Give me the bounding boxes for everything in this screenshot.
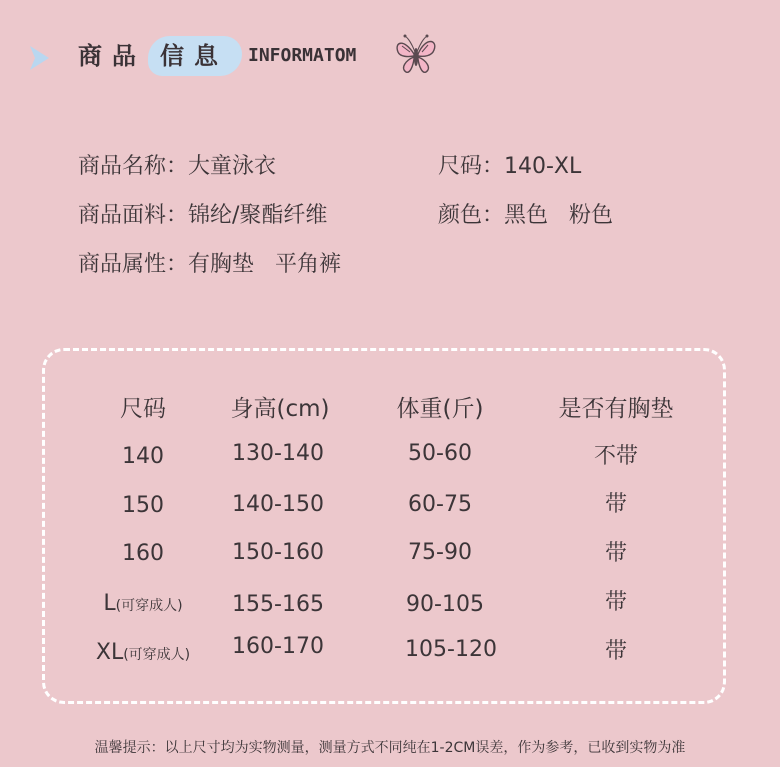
footer-note: 温馨提示：以上尺寸均为实物测量，测量方式不同纯在1-2CM误差，作为参考，已收到实物为准	[94, 740, 686, 756]
table-row-size: 160	[122, 541, 164, 566]
header-title-part1: 商品	[78, 42, 146, 70]
butterfly-icon	[392, 30, 440, 78]
table-row-size: XL(可穿成人)	[95, 640, 191, 665]
chevron-right-icon	[27, 44, 53, 72]
table-row-size: 140	[122, 444, 164, 469]
table-header-size: 尺码	[120, 396, 166, 422]
table-row-weight: 90-105	[406, 592, 484, 617]
table-row-weight: 105-120	[405, 637, 497, 662]
product-size-range: 尺码：140-XL	[438, 154, 582, 179]
table-row-weight: 75-90	[408, 540, 472, 565]
product-colors: 颜色：黑色 粉色	[438, 203, 613, 228]
table-row-height: 150-160	[232, 540, 324, 565]
table-row-size: L(可穿成人)	[103, 591, 183, 616]
table-row-pad: 不带	[593, 444, 639, 469]
table-row-pad: 带	[604, 639, 628, 664]
table-row-height: 140-150	[232, 492, 324, 517]
table-row-height: 160-170	[232, 634, 324, 659]
table-header-weight: 体重(斤)	[396, 396, 484, 422]
table-header-pad: 是否有胸垫	[558, 396, 674, 422]
product-name: 商品名称：大童泳衣	[78, 154, 277, 179]
table-row-height: 155-165	[232, 592, 324, 617]
table-row-size: 150	[122, 493, 164, 518]
table-row-weight: 50-60	[408, 441, 472, 466]
table-row-height: 130-140	[232, 441, 324, 466]
table-row-pad: 带	[604, 590, 628, 615]
header-title-part2: 信息	[160, 42, 228, 70]
table-row-weight: 60-75	[408, 492, 472, 517]
table-row-pad: 带	[604, 541, 628, 566]
product-fabric: 商品面料：锦纶/聚酯纤维	[78, 203, 328, 228]
table-row-pad: 带	[604, 492, 628, 517]
header-title-english: INFORMATOM	[248, 45, 357, 66]
product-attribute: 商品属性：有胸垫 平角裤	[78, 252, 341, 277]
table-header-height: 身高(cm)	[230, 396, 330, 422]
